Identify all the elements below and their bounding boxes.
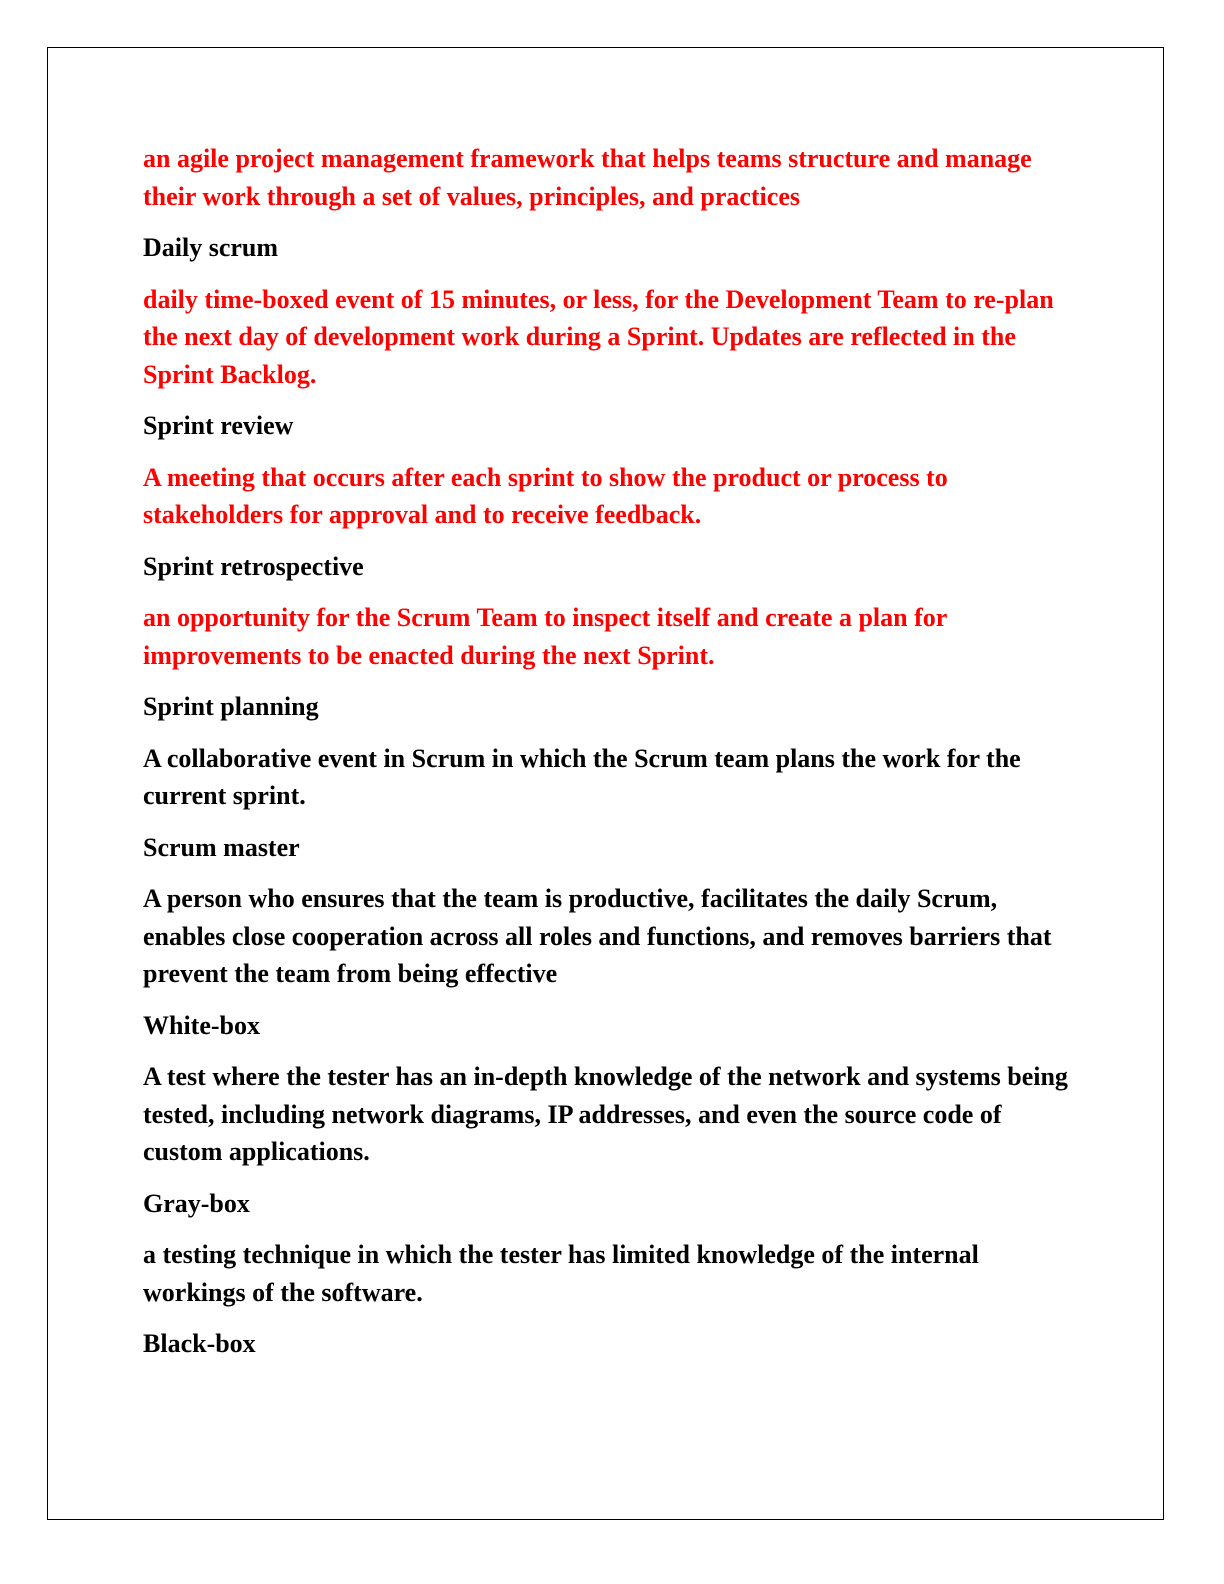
definition-sprint-planning: A collaborative event in Scrum in which the Scrum team plans the work for the current sprint.: [143, 743, 1021, 810]
term-sprint-planning: Sprint planning: [143, 692, 319, 721]
term-sprint-review: Sprint review: [143, 411, 294, 440]
term-black-box: Black-box: [143, 1329, 256, 1358]
definition-scrum-master: A person who ensures that the team is productive, facilitates the daily Scrum, enables close cooperation across all roles and functions, and removes barriers that prevent the team from being effective: [143, 884, 1052, 988]
document-body: [143, 140, 1073, 1377]
term-gray-box: Gray-box: [143, 1188, 250, 1218]
term-daily-scrum: Daily scrum: [143, 233, 279, 262]
term-sprint-retrospective: Sprint retrospective: [143, 551, 364, 581]
term-white-box: White-box: [143, 1010, 260, 1040]
definition-gray-box: a testing technique in which the tester has limited knowledge of the internal workings of the software.: [143, 1240, 979, 1307]
definition-agile-framework: an agile project management framework that helps teams structure and manage their work through a set of values, principles, and practices: [143, 144, 1032, 211]
definition-sprint-review: A meeting that occurs after each sprint to show the product or process to stakeholders for approval and to receive feedback.: [143, 462, 948, 529]
definition-daily-scrum: daily time-boxed event of 15 minutes, or less, for the Development Team to re-plan the next day of development work during a Sprint. Updates are reflected in the Sprint Backlog.: [143, 284, 1054, 389]
term-scrum-master: Scrum master: [143, 832, 300, 862]
definition-white-box: A test where the tester has an in-depth knowledge of the network and systems being tested, including network diagrams, IP addresses, and even the source code of custom applications.: [143, 1062, 1068, 1166]
definition-sprint-retrospective: an opportunity for the Scrum Team to inspect itself and create a plan for improvements to be enacted during the next Sprint.: [143, 603, 947, 670]
